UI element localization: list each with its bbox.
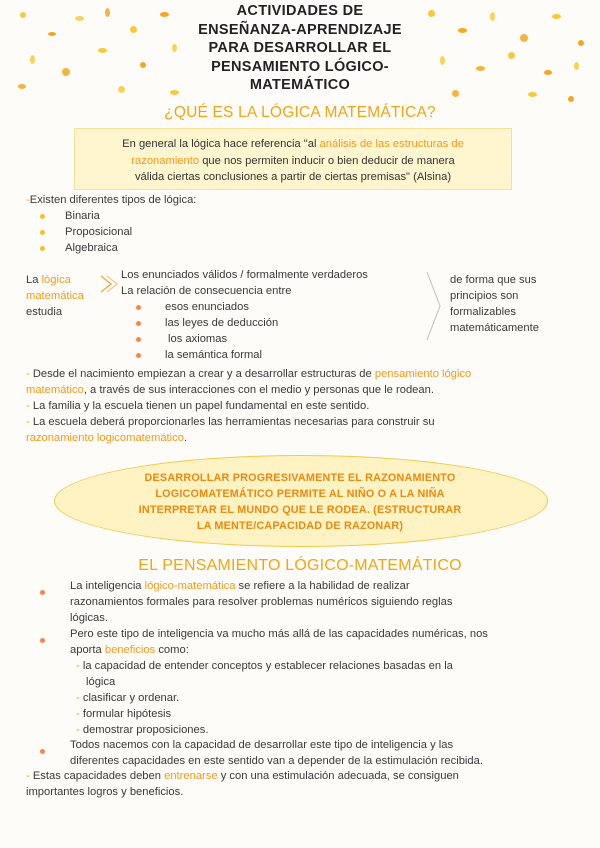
- benefit-item: - clasificar y ordenar.: [76, 692, 180, 704]
- bullet-dot: [40, 632, 45, 650]
- title-line: PENSAMIENTO LÓGICO-: [211, 58, 389, 75]
- quote-highlight: razonamiento: [131, 154, 200, 167]
- paragraph-development: - Desde el nacimiento empiezan a crear y a desarrollar estructuras de pensamiento lógico matemático, a través de sus interacciones con el medio y personas que le rodean. - La familia y la escuela tienen un papel fundamental en este sentido. - La escuela deberá proporcionarles las herramientas necesarias para construir su razonamiento logicomatemático.: [26, 368, 472, 444]
- benefits-list: - la capacidad de entender conceptos y establecer relaciones basadas en la lógica - clasificar y ordenar. - formular hipótesis - demostrar proposiciones.: [76, 660, 453, 736]
- studies-subitem: esos enunciados: [136, 299, 249, 315]
- quote-text: válida ciertas conclusiones a partir de ciertas premisas" (Alsina): [134, 171, 452, 183]
- section-heading-logic: ¿QUÉ ES LA LÓGICA MATEMÁTICA?: [164, 104, 436, 121]
- studies-subitem: la semántica formal: [136, 347, 262, 363]
- logic-type-item: Binaria: [40, 208, 100, 224]
- chevron-right-icon: [424, 270, 444, 342]
- benefit-item: - demostrar proposiciones.: [76, 724, 209, 736]
- bullet-everyone-born: Todos nacemos con la capacidad de desarrollar este tipo de inteligencia y las diferentes capacidades en este sentido van a depender de la estimulación recibida.: [70, 739, 483, 767]
- quote-text: que nos permiten inducir o bien deducir de manera: [199, 154, 455, 167]
- title-line: ACTIVIDADES DE: [236, 3, 364, 19]
- final-paragraph: - Estas capacidades deben entrenarse y con una estimulación adecuada, se consiguen importantes logros y beneficios.: [26, 770, 459, 798]
- studies-item: Los enunciados válidos / formalmente verdaderos: [121, 269, 368, 281]
- logic-types-intro: -Existen diferentes tipos de lógica:: [26, 194, 197, 206]
- definition-quote-box: [74, 128, 512, 190]
- arrow-icon: [99, 272, 119, 298]
- studies-subitem: las leyes de deducción: [136, 315, 278, 331]
- quote-highlight: análisis de las estructuras de: [319, 138, 464, 150]
- studies-conclusion: de forma que sus principios son formalizables matemáticamente: [450, 274, 539, 334]
- quote-text: En general la lógica hace referencia "al: [122, 138, 320, 150]
- title-line: ENSEÑANZA-APRENDIZAJE: [198, 21, 402, 38]
- bullet-dot: [40, 743, 45, 761]
- section-heading-thinking: EL PENSAMIENTO LÓGICO-MATEMÁTICO: [138, 557, 462, 574]
- key-idea-text: DESARROLLAR PROGRESIVAMENTE EL RAZONAMIENTO LOGICOMATEMÁTICO PERMITE AL NIÑO O A LA NIÑA INTERPRETAR EL MUNDO QUE LE RODEA. (ESTRUCTURAR LA MENTE/CAPACIDAD DE RAZONAR): [138, 472, 462, 532]
- benefit-item: - la capacidad de entender conceptos y establecer relaciones basadas en la: [76, 660, 453, 672]
- benefit-item: - formular hipótesis: [76, 708, 172, 720]
- bullet-beyond-numbers: Pero este tipo de inteligencia va mucho más allá de las capacidades numéricas, nos aporta beneficios como:: [70, 628, 488, 656]
- bullet-intelligence: La inteligencia lógico-matemática se refiere a la habilidad de realizar razonamientos formales para resolver problemas numéricos siguiendo reglas lógicas.: [70, 580, 453, 624]
- title-line: PARA DESARROLLAR EL: [208, 40, 392, 56]
- studies-subitem: los axiomas: [136, 331, 227, 347]
- studies-label: La lógica matemática estudia: [26, 274, 84, 318]
- studies-item: La relación de consecuencia entre: [121, 285, 292, 297]
- title-line: MATEMÁTICO: [249, 77, 351, 93]
- bullet-dot: [40, 584, 45, 602]
- logic-type-item: Algebraica: [40, 240, 118, 256]
- logic-type-item: Proposicional: [40, 224, 132, 240]
- page-title: [190, 2, 410, 95]
